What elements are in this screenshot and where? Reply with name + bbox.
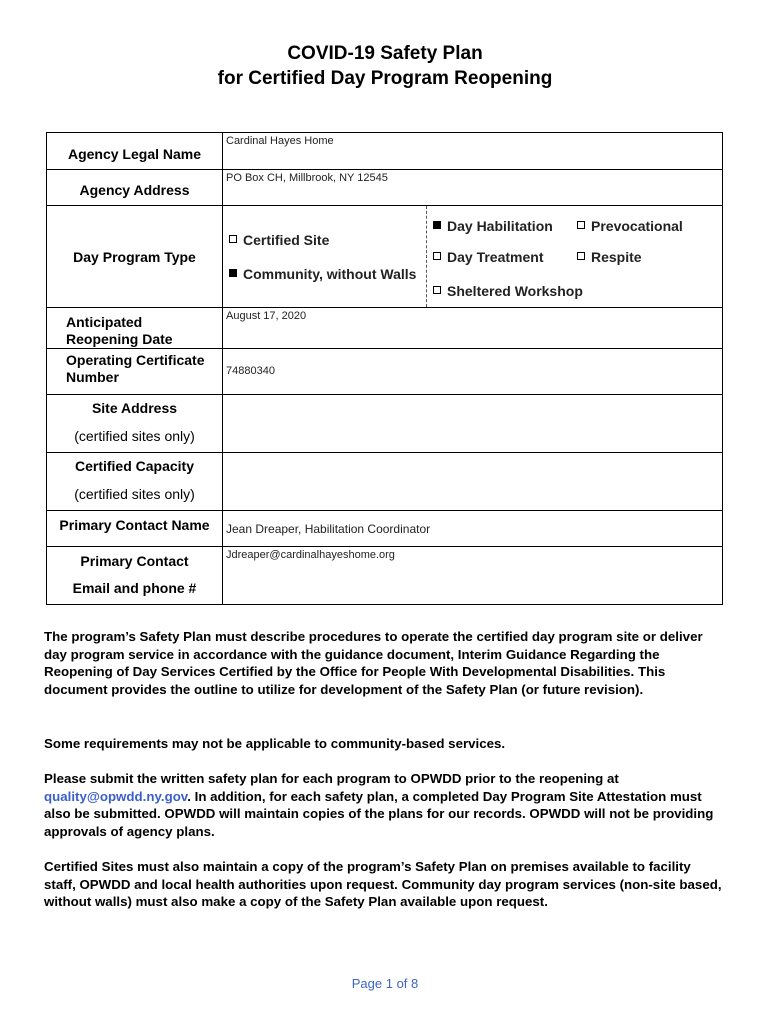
option-respite[interactable]: Respite [577, 249, 642, 265]
checkbox-empty-icon [229, 235, 237, 243]
agency-info-form [46, 132, 723, 605]
primary-contact-email-label: Primary Contact Email and phone # [47, 547, 223, 605]
agency-legal-name-field[interactable]: Cardinal Hayes Home [223, 133, 723, 170]
primary-contact-name-label: Primary Contact Name [47, 511, 223, 547]
option-community-without-walls[interactable]: Community, without Walls [229, 266, 416, 282]
reopening-date-label: Anticipated Reopening Date [47, 308, 223, 349]
certified-sites-paragraph: Certified Sites must also maintain a copy of the program’s Safety Plan on premises available to facility staff, OPWDD and local health authorities upon request. Community day program services (non-site based, without walls) must also make a copy of the Safety Plan available upon request. [44, 859, 722, 909]
primary-contact-email-field[interactable]: Jdreaper@cardinalhayeshome.org [223, 547, 723, 605]
opwdd-email-link[interactable]: quality@opwdd.ny.gov [44, 788, 188, 804]
checkbox-empty-icon [433, 286, 441, 294]
intro-paragraph: The program’s Safety Plan must describe procedures to operate the certified day program site or deliver day program service in accordance with the guidance document, Interim Guidance Regarding the Reopening of Day Services Certified by the Office for People With Developmental Disabilities. This document provides the outline to utilize for development of the Safety Plan (or future revision). [44, 629, 703, 697]
submission-paragraph: Please submit the written safety plan for each program to OPWDD prior to the reopening at quality@opwdd.ny.gov. In addition, for each safety plan, a completed Day Program Site Attestation must also be submitted. OPWDD will maintain copies of the plans for our records. OPWDD will not be providing approvals of agency plans. [44, 771, 714, 839]
agency-address-field[interactable]: PO Box CH, Millbrook, NY 12545 [223, 170, 723, 206]
checkbox-empty-icon [433, 252, 441, 260]
applicability-paragraph: Some requirements may not be applicable to community-based services. [44, 736, 506, 751]
day-program-type-field [223, 206, 723, 308]
reopening-date-field[interactable]: August 17, 2020 [223, 308, 723, 349]
page-number: Page 1 of 8 [351, 976, 419, 991]
option-day-treatment[interactable]: Day Treatment [433, 249, 543, 265]
primary-contact-name-field[interactable]: Jean Dreaper, Habilitation Coordinator [223, 511, 723, 547]
document-subtitle: for Certified Day Program Reopening [217, 68, 553, 89]
checkbox-empty-icon [577, 252, 585, 260]
site-address-label: Site Address (certified sites only) [47, 395, 223, 453]
certified-capacity-label: Certified Capacity (certified sites only) [47, 453, 223, 511]
day-program-type-label: Day Program Type [47, 206, 223, 308]
checkbox-empty-icon [577, 221, 585, 229]
option-sheltered-workshop[interactable]: Sheltered Workshop [433, 283, 583, 299]
operating-certificate-field[interactable]: 74880340 [223, 349, 723, 395]
checkbox-checked-icon [433, 221, 441, 229]
agency-legal-name-label: Agency Legal Name [47, 133, 223, 170]
option-day-habilitation[interactable]: Day Habilitation [433, 218, 553, 234]
agency-address-label: Agency Address [47, 170, 223, 206]
certified-capacity-field[interactable] [223, 453, 723, 511]
operating-certificate-label: Operating Certificate Number [47, 349, 223, 395]
site-address-field[interactable] [223, 395, 723, 453]
option-prevocational[interactable]: Prevocational [577, 218, 683, 234]
checkbox-checked-icon [229, 269, 237, 277]
document-title: COVID-19 Safety Plan [287, 43, 483, 64]
option-certified-site[interactable]: Certified Site [229, 232, 329, 248]
